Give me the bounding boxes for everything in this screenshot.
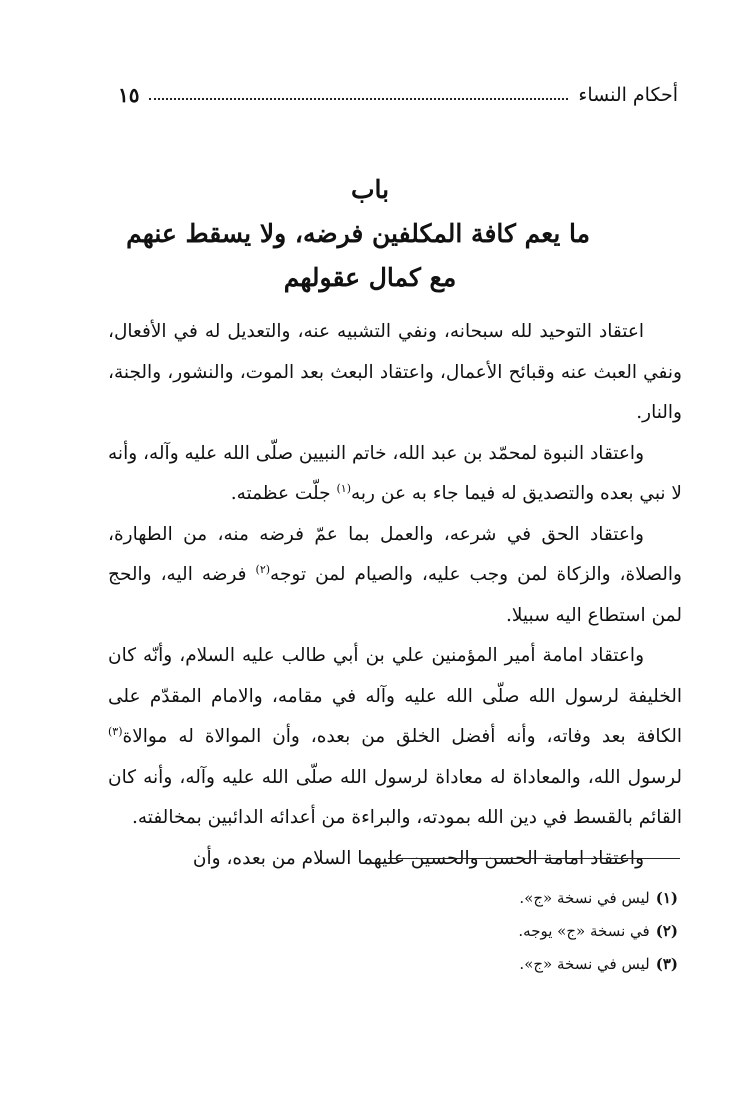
footnote-text: في نسخة «ج» يوجه. xyxy=(518,922,650,940)
footnote-ref-3: (٣) xyxy=(108,724,123,738)
heading-line-2: ما يعم كافة المكلفين فرضه، ولا يسقط عنهم xyxy=(126,219,590,248)
heading-line-3: مع كمال عقولهم xyxy=(283,263,457,292)
page-number: ١٥ xyxy=(118,83,140,107)
paragraph-3-tail: فرضه اليه، والحج لمن استطاع اليه سبيلا. xyxy=(108,564,682,626)
chapter-heading xyxy=(126,168,590,300)
paragraph-4-tail: لرسول الله، والمعاداة له معاداة لرسول الله صلّى الله عليه وآله، وأنه كان القائم بالقسط في دين الله بمودته، والبراءة من أعدائه الدائبين بمخالفته. xyxy=(108,766,682,828)
paragraph-3 xyxy=(108,515,682,637)
footnote-text: ليس في نسخة «ج». xyxy=(519,889,650,907)
heading-line-1: باب xyxy=(350,175,390,204)
footnote-2 xyxy=(300,915,678,948)
paragraph-1: اعتقاد التوحيد لله سبحانه، ونفي التشبيه عنه، والتعديل له في الأفعال، ونفي العبث عنه وقبائح الأعمال، واعتقاد البعث بعد الموت، والنشور، والجنة، والنار. xyxy=(108,321,682,423)
paragraph-2 xyxy=(108,434,682,515)
footnote-number: (٢) xyxy=(655,922,678,940)
body-text xyxy=(108,312,682,879)
running-header xyxy=(118,80,678,110)
footnotes xyxy=(300,882,678,981)
running-title: أحكام النساء xyxy=(578,84,678,106)
footnote-1 xyxy=(300,882,678,915)
paragraph-2-tail: جلّت عظمته. xyxy=(230,483,337,504)
footnote-number: (٣) xyxy=(655,955,678,973)
footnote-text: ليس في نسخة «ج». xyxy=(519,955,650,973)
paragraph-3-text: واعتقاد الحق في شرعه، والعمل بما عمّ فرضه منه، من الطهارة، والصلاة، والزكاة لمن وجب عليه، والصيام لمن توجه xyxy=(108,523,682,585)
footnote-ref-1: (١) xyxy=(336,481,351,495)
paragraph-2-text: واعتقاد النبوة لمحمّد بن عبد الله، خاتم النبيين صلّى الله عليه وآله، وأنه لا نبي بعده والتصديق له فيما جاء به عن ربه xyxy=(108,442,682,504)
paragraph-4-text: واعتقاد امامة أمير المؤمنين علي بن أبي طالب عليه السلام، وأنّه كان الخليفة لرسول الله صلّى الله عليه وآله في مقامه، والامام المقدّم على الكافة بعد وفاته، وأنه أفضل الخلق من بعده، وأن الموالاة له موالاة xyxy=(108,645,682,747)
footnote-ref-2: (٢) xyxy=(255,562,271,576)
dot-leader xyxy=(149,90,568,100)
paragraph-4 xyxy=(108,636,682,839)
footnote-3 xyxy=(300,948,678,981)
paragraph-5: واعتقاد امامة الحسن والحسين عليهما السلام من بعده، وأن xyxy=(192,847,644,869)
footnote-number: (١) xyxy=(655,889,678,907)
footnote-divider xyxy=(388,858,680,859)
